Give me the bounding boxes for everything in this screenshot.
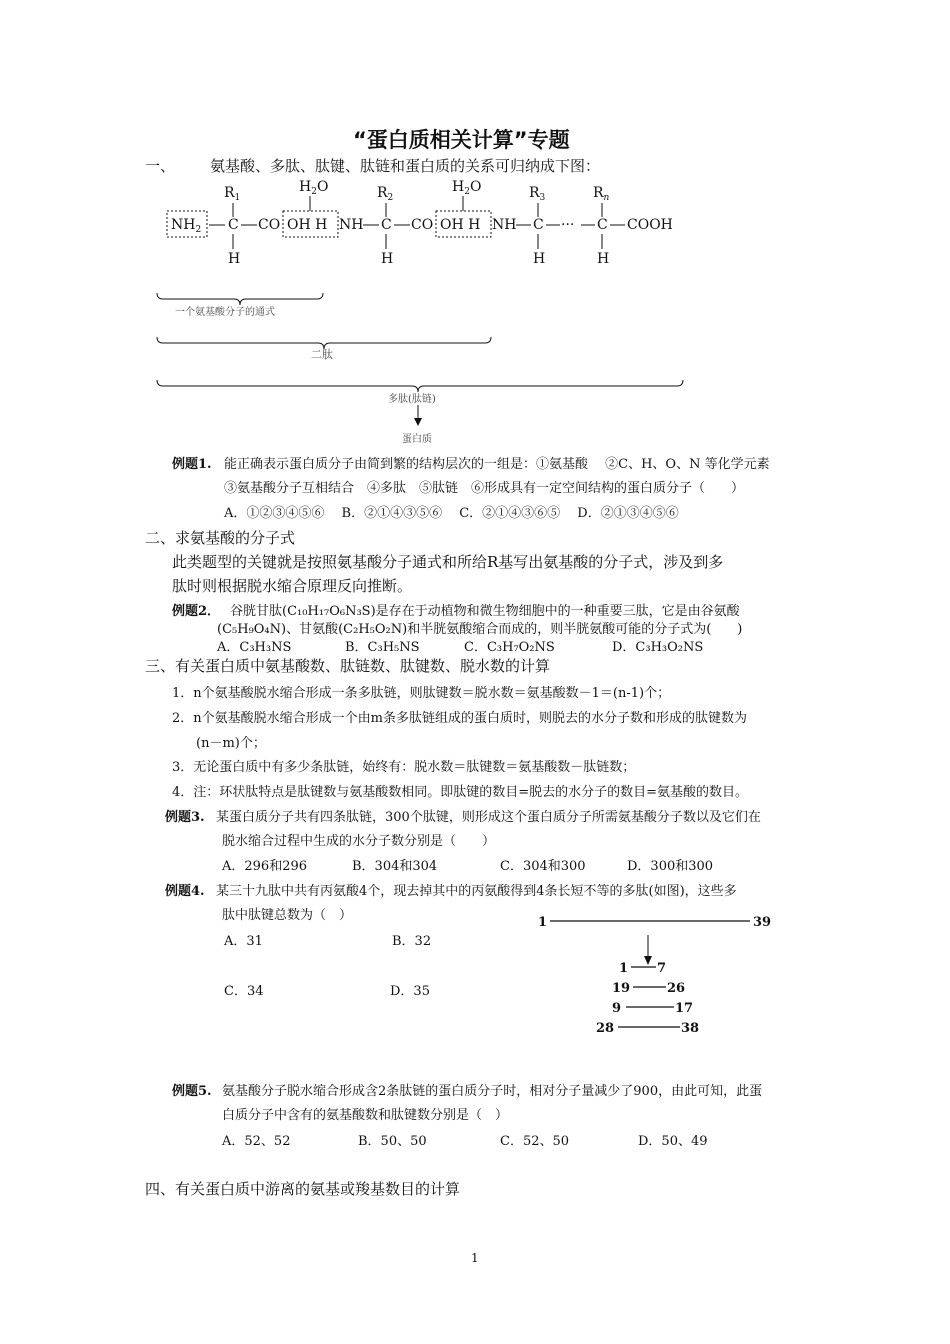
- fig-seg3-start: 9: [612, 1001, 622, 1016]
- r1-label: $R_1$: [224, 185, 241, 203]
- section3-item2a: 2．n个氨基酸脱水缩合形成一个由m条多肽链组成的蛋白质时，则脱去的水分子数和形成的肽键数为: [172, 711, 747, 726]
- protein-label: 蛋白质: [402, 434, 432, 445]
- h-atom-n: H: [597, 251, 610, 267]
- example5-option-a: A．52、52: [222, 1134, 291, 1149]
- example4-label: 例题4.: [165, 884, 205, 899]
- section2-line2: 肽时则根据脱水缩合原理反向推断。: [172, 577, 413, 595]
- fig-seg4-start: 28: [596, 1021, 615, 1036]
- r2-label: $R_2$: [377, 185, 394, 203]
- fig-seg1-start: 1: [619, 961, 629, 976]
- h-atom-3: H: [533, 251, 546, 267]
- fig-seg4-end-alt: 17: [675, 1001, 694, 1016]
- example2-option-b: B．C₃H₅NS: [345, 640, 420, 655]
- r3-label: $R_3$: [529, 185, 546, 203]
- example5-line2: 白质分子中含有的氨基酸数和肽键数分别是（ ）: [222, 1108, 509, 1123]
- example5-option-c: C．52、50: [500, 1134, 570, 1149]
- alpha-carbon-3: C: [533, 217, 544, 233]
- alpha-carbon-n: C: [597, 217, 608, 233]
- example3-option-a: A．296和296: [222, 859, 308, 874]
- section3-item3: 3．无论蛋白质中有多少条肽链，始终有：脱水数＝肽键数＝氨基酸数－肽链数；: [172, 760, 636, 775]
- fig-seg2-start: 19: [612, 981, 631, 996]
- water-label-2: $H_2O$: [452, 179, 482, 197]
- example3-line2: 脱水缩合过程中生成的水分子数分别是（ ）: [222, 834, 496, 849]
- brace3-label: 多肽(肽链): [388, 394, 436, 405]
- brace-amino-acid: [157, 293, 323, 305]
- chain-dots: ···: [561, 217, 575, 233]
- brace2-label: 二肽: [311, 348, 333, 361]
- example2-option-a: A．C₃H₃NS: [217, 640, 292, 655]
- example3-option-d: D．300和300: [627, 859, 714, 874]
- alpha-carbon-2: C: [381, 217, 392, 233]
- section3-item4: 4．注：环状肽特点是肽键数与氨基酸数相同。即肽键的数目=脱去的水分子的数目=氨基酸的数目。: [172, 785, 749, 800]
- fig-seg4-end: 38: [681, 1021, 700, 1036]
- example4-option-d: D．35: [390, 984, 430, 999]
- section1-number: 一、: [145, 157, 176, 175]
- rn-label: $R_n$: [593, 185, 610, 203]
- page-number: 1: [471, 1251, 479, 1265]
- peptide-structure-diagram: [0, 0, 950, 460]
- brace1-label: 一个氨基酸分子的通式: [175, 307, 275, 318]
- example3-line1: 某蛋白质分子共有四条肽链，300个肽键，则形成这个蛋白质分子所需氨基酸分子数以及它们在: [216, 810, 761, 825]
- example3-option-b: B．304和304: [352, 859, 438, 874]
- water-label-1: $H_2O$: [299, 179, 329, 197]
- nh2-group: $NH_2$: [171, 217, 202, 235]
- fig-seg1-end: 7: [657, 961, 667, 976]
- h-atom-2: H: [381, 251, 394, 267]
- example4-option-a: A．31: [224, 934, 263, 949]
- fig-top-end: 39: [753, 915, 772, 930]
- polypeptide-fragments-figure: [530, 905, 790, 1040]
- nh-group-1: NH: [339, 217, 364, 233]
- example1-options: A．①②③④⑤⑥ B．②①④③⑤⑥ C．②①④③⑥⑤ D．②①③④⑤⑥: [224, 506, 679, 521]
- down-arrow-icon: [414, 418, 422, 426]
- example3-label: 例题3.: [165, 810, 205, 825]
- example5-option-d: D．50、49: [638, 1134, 708, 1149]
- example1-label: 例题1.: [172, 457, 212, 472]
- section2-heading: 二、求氨基酸的分子式: [145, 529, 296, 547]
- oh-h-1: OH H: [287, 217, 328, 233]
- example4-option-b: B．32: [392, 934, 432, 949]
- carbonyl-2: CO: [411, 217, 434, 233]
- example2-option-d: D．C₃H₃O₂NS: [612, 640, 704, 655]
- example5-label: 例题5.: [172, 1084, 212, 1099]
- example4-line1: 某三十九肽中共有丙氨酸4个，现去掉其中的丙氨酸得到4条长短不等的多肽(如图)，这些多: [216, 884, 737, 899]
- example2-line1: 谷胱甘肽(C₁₀H₁₇O₆N₃S)是存在于动植物和微生物细胞中的一种重要三肽，它是由谷氨酸: [230, 604, 740, 619]
- example4-option-c: C．34: [224, 984, 264, 999]
- example4-line2: 肽中肽键总数为（ ）: [222, 908, 353, 923]
- example2-label: 例题2．: [172, 604, 221, 619]
- fig-top-start: 1: [538, 915, 548, 930]
- section3-item1: 1．n个氨基酸脱水缩合形成一条多肽链，则肽键数＝脱水数＝氨基酸数－1＝(n-1)个；: [172, 686, 671, 701]
- example1-line1: 能正确表示蛋白质分子由简到繁的结构层次的一组是：①氨基酸 ②C、H、O、N 等化学元素: [224, 457, 770, 472]
- carboxyl-group: COOH: [627, 217, 673, 233]
- page-title: “蛋白质相关计算”专题: [353, 128, 570, 152]
- section4-heading: 四、有关蛋白质中游离的氨基或羧基数目的计算: [145, 1180, 461, 1198]
- section3-item2b: (n－m)个；: [196, 736, 266, 751]
- brace-polypeptide: [157, 380, 683, 392]
- down-arrow-icon: [644, 956, 652, 965]
- example5-line1: 氨基酸分子脱水缩合形成含2条肽链的蛋白质分子时，相对分子量减少了900，由此可知，此蛋: [222, 1084, 763, 1099]
- example5-option-b: B．50、50: [358, 1134, 427, 1149]
- nh-group-2: NH: [492, 217, 517, 233]
- example3-option-c: C．304和300: [500, 859, 586, 874]
- example1-line2: ③氨基酸分子互相结合 ④多肽 ⑤肽链 ⑥形成具有一定空间结构的蛋白质分子（ ）: [224, 481, 745, 496]
- oh-h-2: OH H: [440, 217, 481, 233]
- fig-seg2-end: 26: [667, 981, 686, 996]
- carbonyl-1: CO: [258, 217, 281, 233]
- section1-text: 氨基酸、多肽、肽键、肽链和蛋白质的关系可归纳成下图：: [210, 157, 601, 175]
- section3-heading: 三、有关蛋白质中氨基酸数、肽链数、肽键数、脱水数的计算: [145, 657, 551, 675]
- h-atom-1: H: [228, 251, 241, 267]
- example2-line2: (C₅H₉O₄N)、甘氨酸(C₂H₅O₂N)和半胱氨酸缩合而成的，则半胱氨酸可能的分子式为( ): [217, 622, 743, 637]
- section2-line1: 此类题型的关键就是按照氨基酸分子通式和所给R基写出氨基酸的分子式，涉及到多: [172, 553, 724, 571]
- alpha-carbon-1: C: [228, 217, 239, 233]
- example2-option-c: C．C₃H₇O₂NS: [464, 640, 555, 655]
